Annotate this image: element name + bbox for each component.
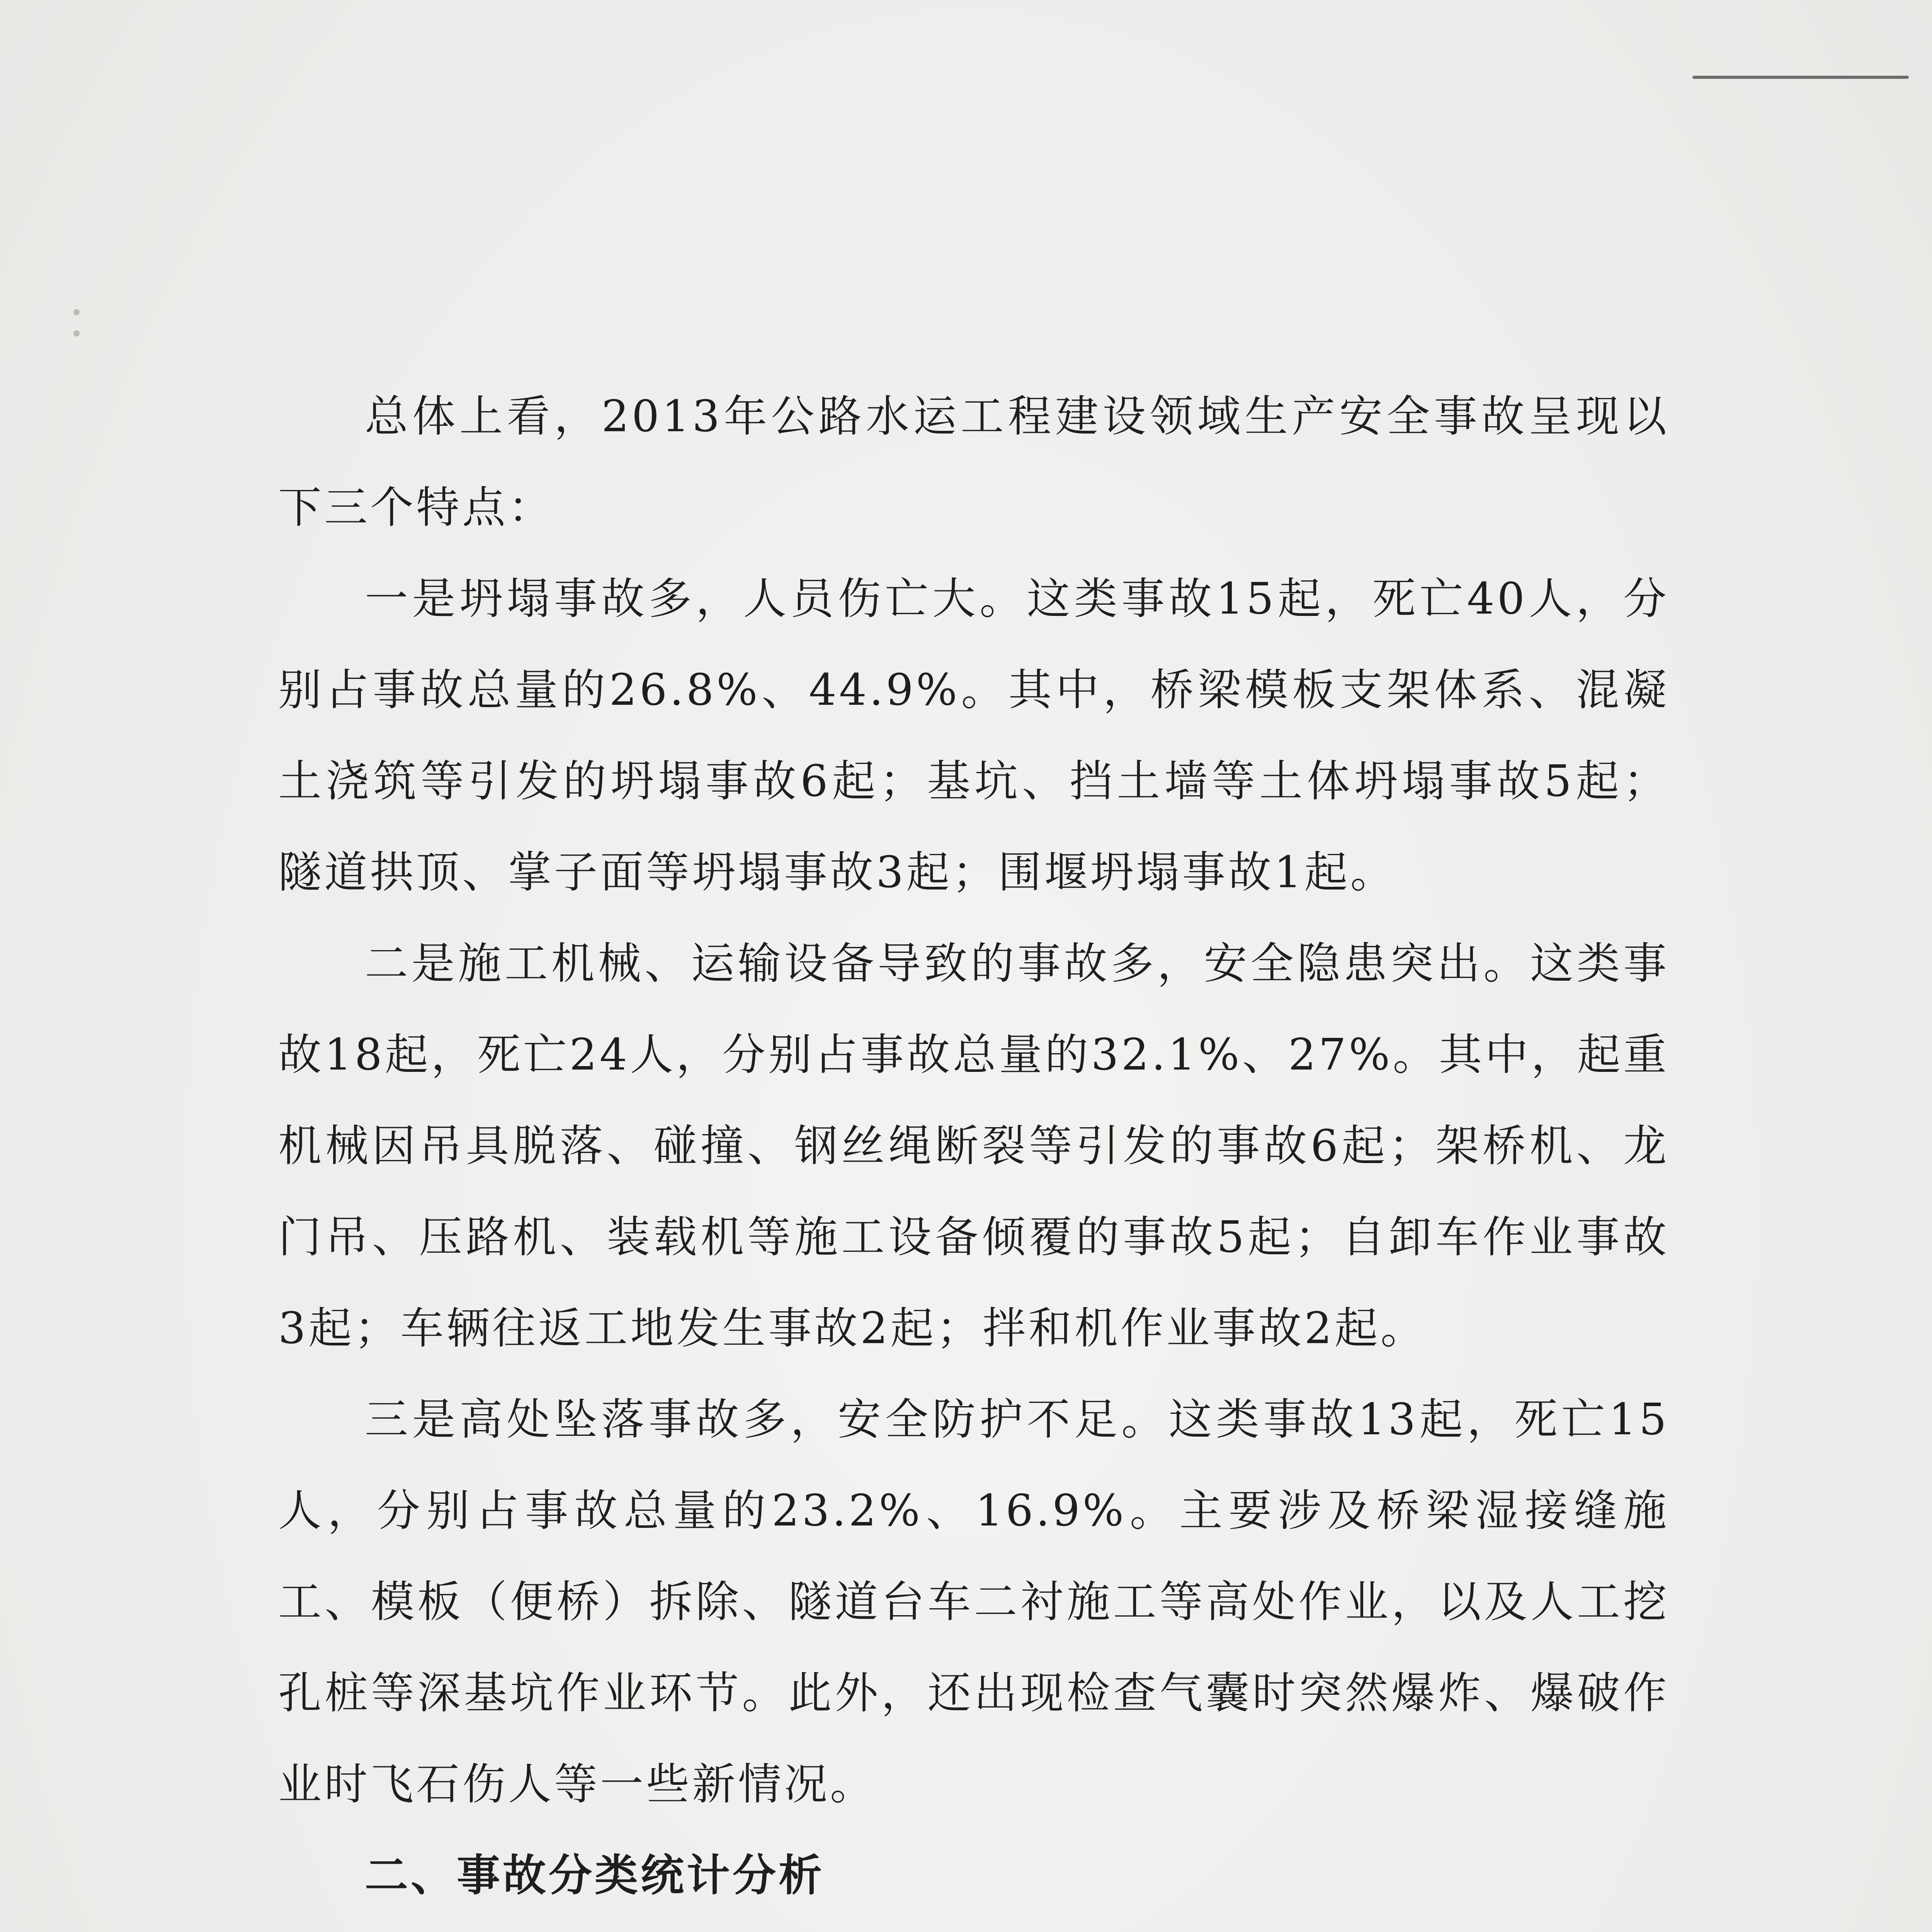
binding-hole xyxy=(73,309,80,315)
section-heading: 二、事故分类统计分析 xyxy=(365,1850,825,1901)
paragraph-intro: 总体上看，2013年公路水运工程建设领域生产安全事故呈现以下三个特点： xyxy=(278,391,1669,533)
header-rule xyxy=(1692,76,1909,79)
paragraph-collapse-accidents: 一是坍塌事故多，人员伤亡大。这类事故15起，死亡40人，分别占事故总量的26.8%、44.9%。其中，桥梁模板支架体系、混凝土浇筑等引发的坍塌事故6起；基坑、挡土墙等土体坍塌事故5起；隧道拱顶、掌子面等坍塌事故3起；围堰坍塌事故1起。 xyxy=(278,574,1669,898)
document-body xyxy=(278,371,1669,1932)
paragraph-fall-accidents: 三是高处坠落事故多，安全防护不足。这类事故13起，死亡15人，分别占事故总量的23.2%、16.9%。主要涉及桥梁湿接缝施工、模板（便桥）拆除、隧道台车二衬施工等高处作业，以及人工挖孔桩等深基坑作业环节。此外，还出现检查气囊时突然爆炸、爆破作业时飞石伤人等一些新情况。 xyxy=(278,1395,1669,1810)
paragraph-machinery-accidents: 二是施工机械、运输设备导致的事故多，安全隐患突出。这类事故18起，死亡24人，分别占事故总量的32.1%、27%。其中，起重机械因吊具脱落、碰撞、钢丝绳断裂等引发的事故6起；架桥机、龙门吊、压路机、装载机等施工设备倾覆的事故5起；自卸车作业事故3起；车辆往返工地发生事故2起；拌和机作业事故2起。 xyxy=(278,939,1669,1354)
binding-hole xyxy=(73,330,80,337)
paragraph-accident-type-analysis xyxy=(278,1921,1669,1932)
